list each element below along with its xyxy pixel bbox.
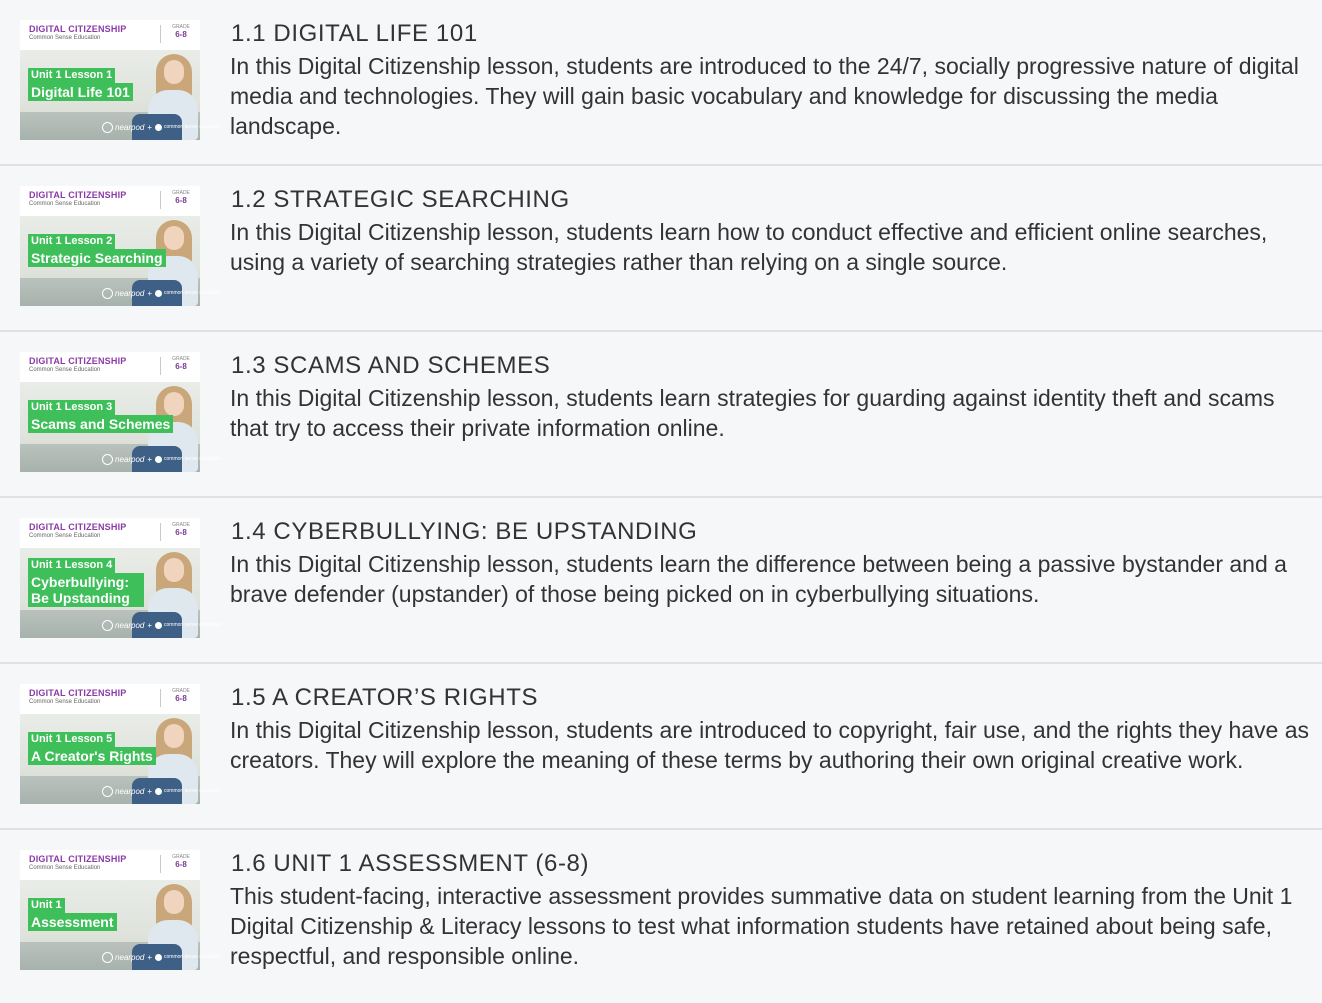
grade-badge — [166, 688, 196, 703]
thumbnail-header — [20, 684, 200, 714]
brand-title: DIGITAL CITIZENSHIP — [29, 688, 127, 698]
common-sense-logo-text: common sense education — [164, 622, 222, 628]
grade-badge — [166, 854, 196, 869]
lesson-title[interactable]: 1.3 SCAMS AND SCHEMES — [231, 352, 551, 379]
thumbnail-header — [20, 518, 200, 548]
nearpod-logo-text: nearpod — [115, 787, 145, 796]
grade-value: 6-8 — [175, 30, 187, 39]
divider — [160, 689, 161, 707]
common-sense-logo-text: common sense education — [164, 456, 222, 462]
divider — [160, 191, 161, 209]
brand-title: DIGITAL CITIZENSHIP — [29, 24, 127, 34]
unit-lesson-label: Unit 1 Lesson 4 — [28, 558, 115, 573]
brand-title: DIGITAL CITIZENSHIP — [29, 190, 127, 200]
lesson-title[interactable]: 1.4 CYBERBULLYING: BE UPSTANDING — [231, 518, 698, 545]
grade-badge — [166, 190, 196, 205]
lesson-thumbnail[interactable] — [20, 518, 222, 638]
grade-value: 6-8 — [175, 860, 187, 869]
lesson-title[interactable]: 1.6 UNIT 1 ASSESSMENT (6-8) — [231, 850, 590, 877]
common-sense-logo-text: common sense education — [164, 290, 222, 296]
lesson-name-label: Assessment — [28, 913, 117, 931]
lesson-name-label: A Creator's Rights — [28, 747, 156, 765]
common-sense-icon — [155, 124, 162, 131]
lesson-description: This student-facing, interactive assessment provides summative data on student learning from the Unit 1 Digital Citizenship & Literacy lessons to test what information students have retained about being safe, respectful, and responsible online. — [230, 883, 1293, 969]
nearpod-logo-text: nearpod — [115, 123, 145, 132]
nearpod-logo-text: nearpod — [115, 289, 145, 298]
partner-logos: nearpod + common sense education — [102, 122, 196, 136]
grade-value: 6-8 — [175, 694, 187, 703]
brand-title: DIGITAL CITIZENSHIP — [29, 522, 127, 532]
brand-title: DIGITAL CITIZENSHIP — [29, 356, 127, 366]
unit-lesson-label: Unit 1 Lesson 5 — [28, 732, 115, 747]
lesson-row[interactable] — [0, 664, 1322, 830]
brand-subtitle: Common Sense Education — [29, 201, 101, 207]
lesson-description: In this Digital Citizenship lesson, students learn strategies for guarding against identity theft and scams that try to access their private information online. — [230, 385, 1275, 441]
thumbnail-header — [20, 20, 200, 50]
nearpod-logo-text: nearpod — [115, 621, 145, 630]
partner-logos: nearpod + common sense education — [102, 288, 196, 302]
thumbnail-header — [20, 850, 200, 880]
lesson-thumbnail[interactable] — [20, 850, 222, 970]
grade-badge — [166, 522, 196, 537]
common-sense-icon — [155, 954, 162, 961]
lesson-thumbnail[interactable] — [20, 684, 222, 804]
divider — [160, 25, 161, 43]
lesson-thumbnail[interactable] — [20, 352, 222, 472]
thumbnail-header — [20, 186, 200, 216]
nearpod-logo-text: nearpod — [115, 953, 145, 962]
lesson-thumbnail[interactable] — [20, 20, 222, 140]
grade-badge — [166, 24, 196, 39]
common-sense-logo-text: common sense education — [164, 954, 222, 960]
grade-label: GRADE — [172, 522, 190, 528]
nearpod-icon — [102, 952, 113, 963]
grade-value: 6-8 — [175, 196, 187, 205]
lesson-name-label: Strategic Searching — [28, 249, 166, 267]
lesson-name-label: Digital Life 101 — [28, 83, 133, 101]
grade-label: GRADE — [172, 854, 190, 860]
nearpod-icon — [102, 288, 113, 299]
divider — [160, 855, 161, 873]
lesson-name-label: Cyberbullying: Be Upstanding — [28, 573, 144, 607]
partner-logos: nearpod + common sense education — [102, 454, 196, 468]
grade-label: GRADE — [172, 190, 190, 196]
lesson-description: In this Digital Citizenship lesson, students are introduced to the 24/7, socially progressive nature of digital media and technologies. They will gain basic vocabulary and knowledge for discussing the media landscape. — [230, 53, 1299, 139]
brand-subtitle: Common Sense Education — [29, 699, 101, 705]
lesson-description: In this Digital Citizenship lesson, students learn the difference between being a passive bystander and a brave defender (upstander) of those being picked on in cyberbullying situations. — [230, 551, 1287, 607]
nearpod-logo-text: nearpod — [115, 455, 145, 464]
lesson-row[interactable] — [0, 830, 1322, 996]
common-sense-icon — [155, 456, 162, 463]
lesson-row[interactable] — [0, 0, 1322, 166]
common-sense-logo-text: common sense education — [164, 124, 222, 130]
grade-label: GRADE — [172, 688, 190, 694]
lesson-row[interactable] — [0, 332, 1322, 498]
divider — [160, 523, 161, 541]
divider — [160, 357, 161, 375]
lesson-description: In this Digital Citizenship lesson, students are introduced to copyright, fair use, and the rights they have as creators. They will explore the meaning of these terms by authoring their own original creative work. — [230, 717, 1310, 773]
partner-logos: nearpod + common sense education — [102, 620, 196, 634]
grade-value: 6-8 — [175, 362, 187, 371]
brand-title: DIGITAL CITIZENSHIP — [29, 854, 127, 864]
grade-value: 6-8 — [175, 528, 187, 537]
nearpod-icon — [102, 122, 113, 133]
common-sense-icon — [155, 622, 162, 629]
common-sense-logo-text: common sense education — [164, 788, 222, 794]
thumbnail-header — [20, 352, 200, 382]
brand-subtitle: Common Sense Education — [29, 533, 101, 539]
lesson-title[interactable]: 1.5 A CREATOR’S RIGHTS — [231, 684, 539, 711]
unit-lesson-label: Unit 1 Lesson 2 — [28, 234, 115, 249]
brand-subtitle: Common Sense Education — [29, 865, 101, 871]
nearpod-icon — [102, 454, 113, 465]
common-sense-icon — [155, 290, 162, 297]
brand-subtitle: Common Sense Education — [29, 35, 101, 41]
unit-lesson-label: Unit 1 — [28, 898, 65, 913]
lesson-thumbnail[interactable] — [20, 186, 222, 306]
unit-lesson-label: Unit 1 Lesson 1 — [28, 68, 115, 83]
lesson-row[interactable] — [0, 498, 1322, 664]
common-sense-icon — [155, 788, 162, 795]
lesson-title[interactable]: 1.2 STRATEGIC SEARCHING — [231, 186, 570, 213]
nearpod-icon — [102, 620, 113, 631]
unit-lesson-label: Unit 1 Lesson 3 — [28, 400, 115, 415]
brand-subtitle: Common Sense Education — [29, 367, 101, 373]
partner-logos: nearpod + common sense education — [102, 786, 196, 800]
grade-label: GRADE — [172, 24, 190, 30]
grade-label: GRADE — [172, 356, 190, 362]
lesson-title[interactable]: 1.1 DIGITAL LIFE 101 — [231, 20, 478, 47]
lesson-row[interactable] — [0, 166, 1322, 332]
lesson-name-label: Scams and Schemes — [28, 415, 173, 433]
partner-logos: nearpod + common sense education — [102, 952, 196, 966]
lesson-description: In this Digital Citizenship lesson, students learn how to conduct effective and efficient online searches, using a variety of searching strategies rather than relying on a single source. — [230, 219, 1268, 275]
grade-badge — [166, 356, 196, 371]
nearpod-icon — [102, 786, 113, 797]
